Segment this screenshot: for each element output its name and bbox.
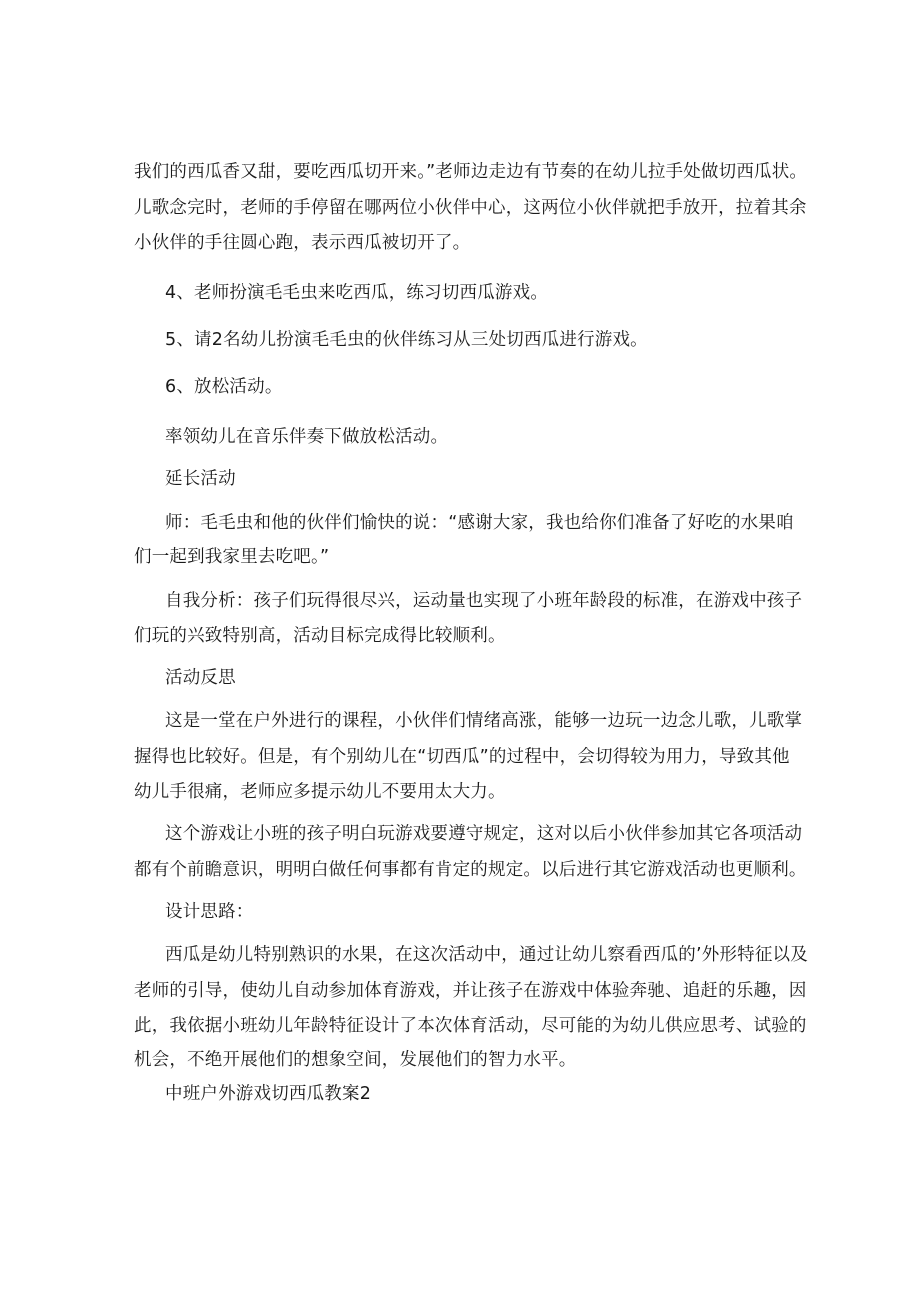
- text-line: 自我分析：孩子们玩得很尽兴，运动量也实现了小班年龄段的标准，在游戏中孩子: [165, 591, 803, 611]
- text-line: 率领幼儿在音乐伴奏下做放松活动。: [165, 427, 449, 447]
- text-line: 握得也比较好。但是，有个别幼儿在“切西瓜”的过程中，会切得较为用力，导致其他: [134, 747, 790, 767]
- document-title: 中班户外游戏切西瓜教案2: [165, 1084, 372, 1104]
- text-line: 我们的西瓜香又甜，要吃西瓜切开来。”老师边走边有节奏的在幼儿拉手处做切西瓜状。: [134, 162, 808, 182]
- text-line: 们玩的兴致特别高，活动目标完成得比较顺利。: [134, 626, 506, 646]
- section-heading: 活动反思: [165, 668, 236, 688]
- section-heading: 延长活动: [165, 469, 236, 489]
- text-line: 老师的引导，使幼儿自动参加体育游戏，并让孩子在游戏中体验奔驰、追赶的乐趣，因: [134, 981, 807, 1001]
- text-line: 6、放松活动。: [165, 377, 283, 397]
- text-line: 4、老师扮演毛毛虫来吃西瓜，练习切西瓜游戏。: [165, 283, 549, 303]
- text-line: 机会，不绝开展他们的想象空间，发展他们的智力水平。: [134, 1050, 577, 1070]
- text-line: 儿歌念完时，老师的手停留在哪两位小伙伴中心，这两位小伙伴就把手放开，拉着其余: [134, 198, 807, 218]
- text-line: 西瓜是幼儿特别熟识的水果，在这次活动中，通过让幼儿察看西瓜的’外形特征以及: [165, 945, 808, 965]
- text-line: 们一起到我家里去吃吧。”: [134, 547, 330, 567]
- text-line: 都有个前瞻意识，明明白做任何事都有肯定的规定。以后进行其它游戏活动也更顺利。: [134, 860, 807, 880]
- section-heading: 设计思路：: [165, 902, 254, 922]
- text-line: 5、请2名幼儿扮演毛毛虫的伙伴练习从三处切西瓜进行游戏。: [165, 330, 648, 350]
- text-line: 幼儿手很痛，老师应多提示幼儿不要用太大力。: [134, 782, 506, 802]
- text-line: 这个游戏让小班的孩子明白玩游戏要遵守规定，这对以后小伙伴参加其它各项活动: [165, 824, 803, 844]
- text-line: 这是一堂在户外进行的课程，小伙伴们情绪高涨，能够一边玩一边念儿歌，儿歌掌: [165, 711, 803, 731]
- text-line: 师：毛毛虫和他的伙伴们愉快的说：“感谢大家，我也给你们准备了好吃的水果咱: [165, 513, 794, 533]
- text-line: 此，我依据小班幼儿年龄特征设计了本次体育活动，尽可能的为幼儿供应思考、试验的: [134, 1016, 807, 1036]
- text-line: 小伙伴的手往圆心跑，表示西瓜被切开了。: [134, 233, 471, 253]
